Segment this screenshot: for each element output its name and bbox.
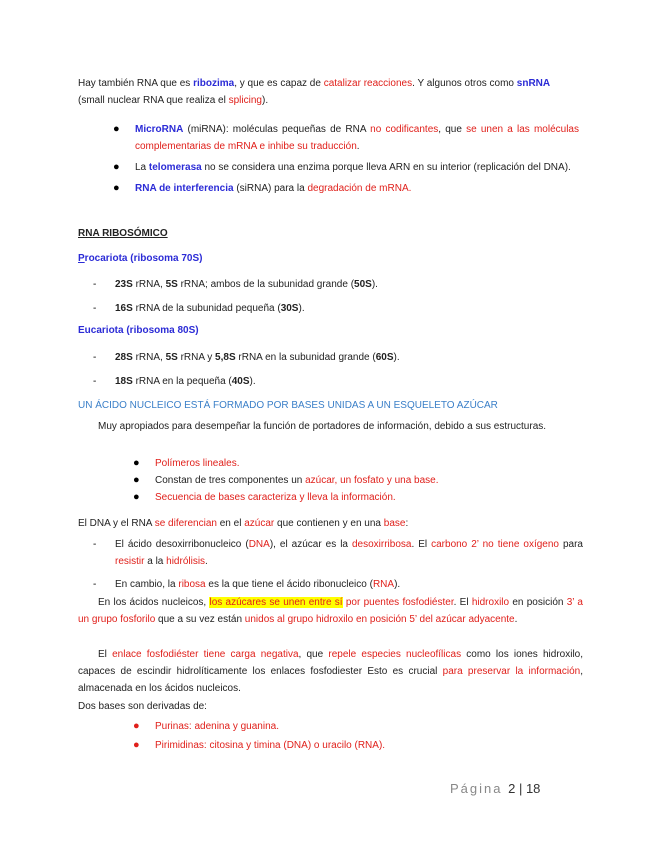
dash-icon: - (93, 579, 97, 590)
bullet-icon: ● (113, 182, 120, 194)
list-item (133, 736, 583, 755)
eucariota-heading (78, 322, 583, 339)
text: rRNA en la subunidad grande ( (235, 352, 376, 363)
term: ribozima (193, 78, 235, 89)
highlight-text: Pirimidinas: citosina y timina (DNA) o uracilo (RNA). (155, 740, 386, 751)
text: (miRNA): moléculas pequeñas de RNA (183, 124, 371, 135)
text: Constan de tres componentes un (155, 475, 306, 486)
list-item (133, 717, 583, 736)
highlight-text: azúcar, un fosfato y una base. (305, 475, 439, 486)
highlight-text: no codificantes (370, 124, 439, 135)
list-item (93, 576, 583, 593)
heading-text: RNA RIBOSÓMICO (78, 228, 168, 239)
highlight-text: ribosa (178, 579, 206, 590)
bold-text: 40S (231, 376, 250, 387)
text: rRNA; ambos de la subunidad grande ( (177, 279, 355, 290)
text: que contienen y en una (274, 518, 384, 529)
text: . El (411, 539, 432, 550)
bullet-icon: ● (133, 739, 140, 751)
rna-types-list (113, 121, 579, 197)
highlight-text: 3’ a un grupo fosforilo (78, 597, 583, 625)
text: : (405, 518, 409, 529)
text: ). (394, 579, 401, 590)
dash-icon: - (93, 376, 97, 387)
text: . (514, 614, 518, 625)
text: en posición (509, 597, 567, 608)
properties-list (133, 455, 583, 506)
list-item (93, 536, 583, 570)
term: telomerasa (148, 162, 202, 173)
text: (siRNA) para la (233, 183, 308, 194)
bullet-icon: ● (133, 491, 140, 503)
text: rRNA, (132, 352, 166, 363)
section-heading (78, 225, 583, 242)
bullet-icon: ● (113, 161, 120, 173)
paragraph: Dos bases son derivadas de: (78, 701, 207, 712)
highlight-text: Secuencia de bases caracteriza y lleva la información. (155, 492, 396, 503)
highlight-text: carbono 2’ no tiene oxígeno (431, 539, 559, 550)
highlight-text: repele especies nucleofílicas (328, 649, 462, 660)
text: La (135, 162, 149, 173)
text: El (98, 649, 113, 660)
highlight-text: Polímeros lineales. (155, 458, 240, 469)
text: como los iones hidroxilo, capaces de escindir hidrolíticamente los enlaces fosfodiester Esto es crucial (78, 649, 584, 677)
dash-icon: - (93, 279, 97, 290)
procariota-heading (78, 250, 583, 267)
list-item (113, 159, 579, 176)
list-item (93, 297, 583, 321)
text: rRNA, (132, 279, 166, 290)
highlight-text: unidos al grupo hidroxilo en posición 5’ del azúcar adyacente (244, 614, 515, 625)
text: ). (371, 279, 378, 290)
text: para (558, 539, 583, 550)
heading-text: rocariota (ribosoma 70S) (84, 253, 203, 264)
heading-text: Eucariota (ribosoma 80S) (78, 325, 199, 336)
text: . (205, 556, 208, 567)
bullet-icon: ● (133, 720, 140, 732)
page-label: Página (450, 781, 503, 796)
text: En cambio, la (115, 579, 179, 590)
bullet-icon: ● (133, 457, 140, 469)
list-item (93, 346, 583, 370)
procariota-list (93, 273, 583, 321)
page-number: 2 | 18 (508, 781, 541, 796)
bold-text: 5S (165, 352, 178, 363)
highlight-text: resistir (115, 556, 145, 567)
highlight-text: desoxirribosa (351, 539, 412, 550)
bold-text: 30S (280, 303, 299, 314)
list-item (93, 370, 583, 394)
text: El ácido desoxirribonucleico ( (115, 539, 249, 550)
text: , que (298, 649, 329, 660)
term: RNA de interferencia (135, 183, 234, 194)
text: Hay también RNA que es (78, 78, 194, 89)
dash-icon: - (93, 539, 97, 550)
bullet-icon: ● (113, 123, 120, 135)
highlight-text: se diferencian (154, 518, 217, 529)
text: , almacenada en los ácidos nucleicos. (78, 666, 583, 694)
text: rRNA de la subunidad pequeña ( (132, 303, 281, 314)
bold-text: 50S (354, 279, 372, 290)
paragraph (78, 646, 583, 697)
eucariota-list (93, 346, 583, 394)
bold-text: 18S (115, 376, 133, 387)
section-title: UN ÁCIDO NUCLEICO ESTÁ FORMADO POR BASES UNIDAS A UN ESQUELETO AZÚCAR (78, 400, 498, 411)
text: ). (393, 352, 400, 363)
text: , y que es capaz de (234, 78, 324, 89)
paragraph (78, 515, 583, 532)
highlight-text: enlace fosfodiéster tiene carga negativa (112, 649, 299, 660)
text: (small nuclear RNA que realiza el (78, 95, 229, 106)
text: ). (249, 376, 256, 387)
page-footer (450, 781, 540, 796)
highlight-text: azúcar (244, 518, 275, 529)
heading-text: P (78, 253, 85, 264)
bold-text: 5S (165, 279, 178, 290)
highlight-text: por puentes fosfodiéster (342, 597, 454, 608)
text: rRNA en la pequeña ( (132, 376, 232, 387)
bold-text: 60S (375, 352, 394, 363)
text: , que (438, 124, 467, 135)
text: El DNA y el RNA (78, 518, 155, 529)
text: ). (261, 95, 269, 106)
highlight-text: hidroxilo (471, 597, 510, 608)
text: en el (216, 518, 245, 529)
text: En los ácidos nucleicos, (98, 597, 210, 608)
list-item (133, 472, 583, 489)
highlight-text: para preservar la información (442, 666, 581, 677)
dna-rna-list (93, 536, 583, 593)
highlight-text: RNA (372, 579, 395, 590)
highlight-text: splicing (228, 95, 262, 106)
text: es la que tiene el ácido ribonucleico ( (205, 579, 373, 590)
bullet-icon: ● (133, 474, 140, 486)
paragraph: Muy apropiados para desempeñar la función de portadores de información, debido a sus estructuras. (98, 421, 547, 432)
highlight-text: Purinas: adenina y guanina. (155, 721, 279, 732)
highlight-text: base (383, 518, 406, 529)
highlight-text: degradación de mRNA. (307, 183, 412, 194)
dash-icon: - (93, 352, 97, 363)
list-item (113, 121, 579, 155)
text: a la (144, 556, 167, 567)
list-item (133, 455, 583, 472)
text: . El (453, 597, 472, 608)
bold-text: 28S (115, 352, 133, 363)
bold-text: 16S (115, 303, 133, 314)
text: no se considera una enzima porque lleva ARN en su interior (replicación del DNA). (201, 162, 571, 173)
text: ). (298, 303, 305, 314)
highlight-text: hidrólisis (166, 556, 206, 567)
list-item (93, 273, 583, 297)
paragraph (78, 594, 583, 628)
text: que a su vez están (155, 614, 245, 625)
text: ), el azúcar es la (269, 539, 352, 550)
text: . Y algunos otros como (412, 78, 517, 89)
bold-text: 23S (115, 279, 133, 290)
term: MicroRNA (135, 124, 184, 135)
bases-list (133, 717, 583, 755)
bold-text: 5,8S (215, 352, 236, 363)
highlight-text: se unen a las moléculas complementarias de mRNA e inhibe su traducción (135, 124, 579, 152)
highlight-text: catalizar reacciones (323, 78, 413, 89)
term: snRNA (516, 78, 551, 89)
text: rRNA y (177, 352, 216, 363)
list-item (113, 180, 579, 197)
intro-paragraph (78, 75, 583, 109)
dash-icon: - (93, 303, 97, 314)
list-item (133, 489, 583, 506)
highlighted-text: los azúcares se unen entre sí (209, 597, 343, 608)
highlight-text: DNA (248, 539, 270, 550)
text: . (356, 141, 360, 152)
